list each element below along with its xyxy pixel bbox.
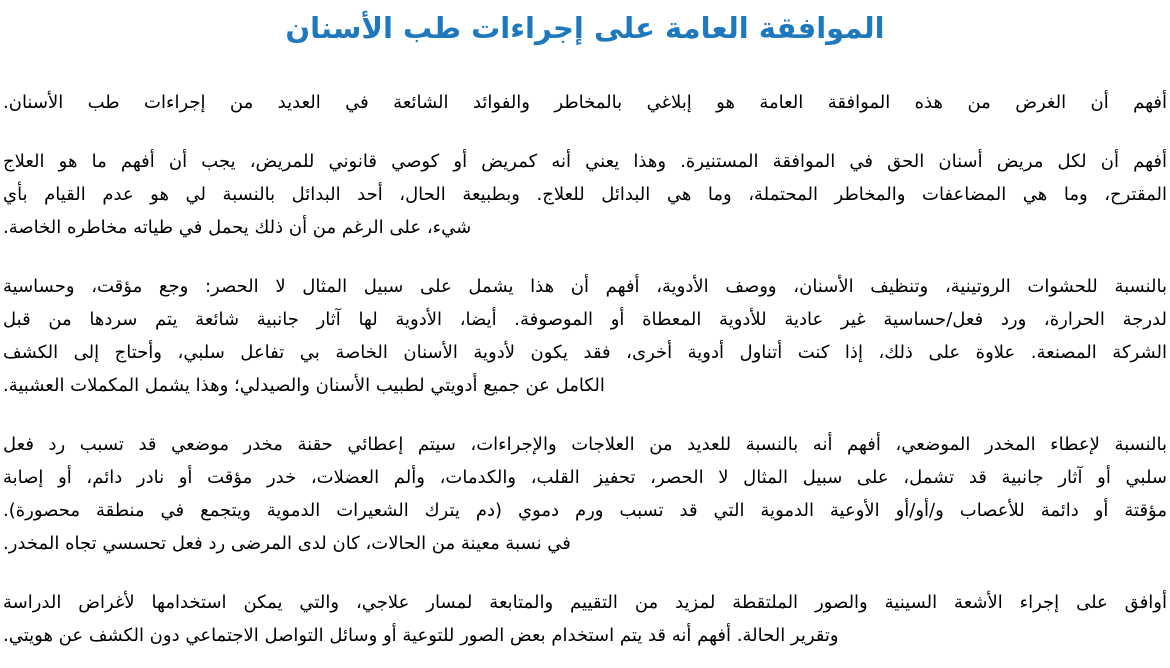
document-title: الموافقة العامة على إجراءات طب الأسنان <box>285 11 885 45</box>
paragraph-informed-consent <box>3 145 1167 244</box>
text-line: بالنسبة لإعطاء المخدر الموضعي، أفهم أنه بالنسبة للعديد من العلاجات والإجراءات، سيتم إعطائي حقنة مخدر موضعي قد تسبب رد فعل <box>3 434 1167 455</box>
text-line: المقترح، وما هي المضاعفات والمخاطر المحتملة، وما هي البدائل للعلاج. وبطبيعة الحال، أحد البدائل بالنسبة لي هو عدم القيام بأي <box>3 184 1167 205</box>
text-line: الشركة المصنعة. علاوة على ذلك، إذا كنت أتناول أدوية أخرى، فقد يكون لأدوية الأسنان الخاصة بي تفاعل سلبي، وأحتاج إلى الكشف <box>3 342 1167 363</box>
text-line: أفهم أن لكل مريض أسنان الحق في الموافقة المستنيرة. وهذا يعني أنه كمريض أو كوصي قانوني للمريض، يجب أن أفهم ما هو العلاج <box>3 151 1167 172</box>
text-line: بالنسبة للحشوات الروتينية، وتنظيف الأسنان، ووصف الأدوية، أفهم أن هذا يشمل على سبيل المثال لا الحصر: وجع مؤقت، وحساسية <box>3 276 1167 297</box>
text-line: سلبي أو آثار جانبية قد تشمل، على سبيل المثال لا الحصر، تحفيز القلب، والكدمات، وألم العضلات، خدر مؤقت أو نادر دائم، أو إصابة <box>3 467 1167 488</box>
text-line: أفهم أن الغرض من هذه الموافقة العامة هو إبلاغي بالمخاطر والفوائد الشائعة في العديد من إجراءات طب الأسنان. <box>3 92 1167 113</box>
text-line: في نسبة معينة من الحالات، كان لدى المرضى رد فعل تحسسي تجاه المخدر. <box>3 533 571 554</box>
text-line: الكامل عن جميع أدويتي لطبيب الأسنان والصيدلي؛ وهذا يشمل المكملات العشبية. <box>3 375 605 396</box>
text-line: مؤقتة أو دائمة للأعصاب و/أو/أو الأوعية الدموية التي قد تسبب ورم دموي (دم يترك الشعيرات الدموية ويتجمع في منطقة محصورة). <box>3 500 1167 521</box>
document-body <box>3 86 1167 652</box>
paragraph-routine-fillings-medications <box>3 270 1167 402</box>
paragraph-purpose <box>3 86 1167 119</box>
paragraph-xray-photos <box>3 586 1167 652</box>
text-line: لدرجة الحرارة، ورد فعل/حساسية غير عادية للأدوية المعطاة أو الموصوفة. أيضا، الأدوية لها آثار جانبية شائعة يتم سردها من قبل <box>3 309 1167 330</box>
text-line: وتقرير الحالة. أفهم أنه قد يتم استخدام بعض الصور للتوعية أو وسائل التواصل الاجتماعي دون الكشف عن هويتي. <box>3 625 839 646</box>
paragraph-local-anesthetic <box>3 428 1167 560</box>
text-line: أوافق على إجراء الأشعة السينية والصور الملتقطة لمزيد من التقييم والمتابعة لمسار علاجي، والتي يمكن استخدامها لأغراض الدراسة <box>3 592 1167 613</box>
text-line: شيء، على الرغم من أن ذلك يحمل في طياته مخاطره الخاصة. <box>3 217 472 238</box>
